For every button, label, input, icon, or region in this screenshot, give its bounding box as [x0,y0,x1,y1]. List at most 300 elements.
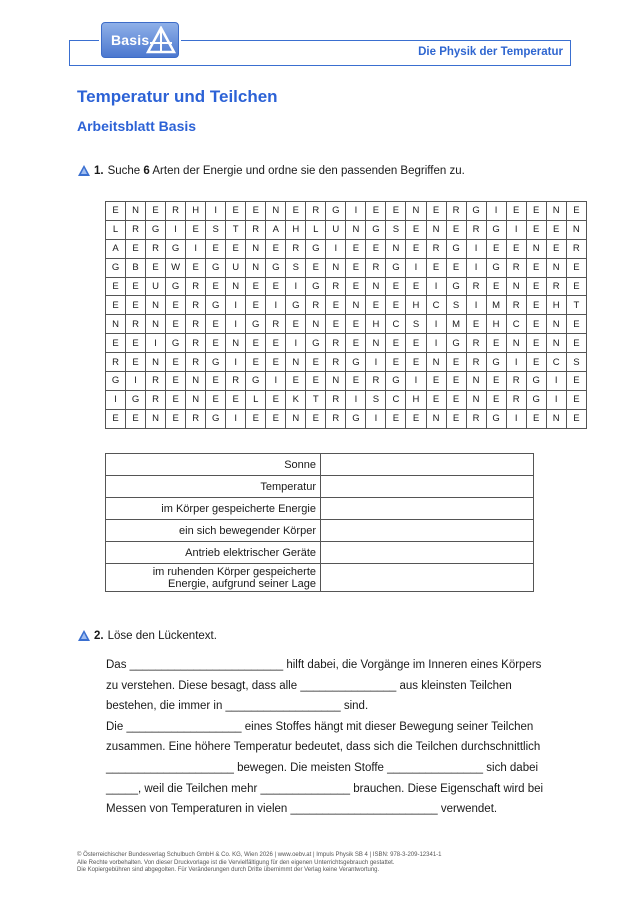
grid-letter-cell: G [486,258,506,277]
grid-letter-cell: G [526,372,546,391]
grid-letter-cell: E [526,353,546,372]
grid-letter-cell: N [426,220,446,239]
grid-letter-cell: S [286,258,306,277]
grid-letter-cell: C [386,315,406,334]
grid-letter-cell: I [206,202,226,221]
grid-letter-cell: E [526,296,546,315]
grid-letter-cell: E [266,409,286,428]
grid-letter-cell: I [426,277,446,296]
grid-letter-cell: H [186,202,206,221]
grid-letter-cell: N [226,334,246,353]
grid-letter-cell: I [226,353,246,372]
grid-letter-cell: E [326,315,346,334]
grid-letter-cell: N [326,258,346,277]
grid-letter-cell: N [426,353,446,372]
grid-letter-cell: N [526,239,546,258]
grid-letter-cell: I [346,202,366,221]
matching-table [105,453,534,592]
copyright-footer [77,852,442,875]
grid-letter-cell: E [446,372,466,391]
grid-letter-cell: R [466,220,486,239]
grid-letter-cell: R [126,220,146,239]
grid-letter-cell: E [366,239,386,258]
grid-letter-cell: E [306,372,326,391]
grid-letter-cell: I [546,390,566,409]
task-2-heading [77,629,217,642]
grid-letter-cell: E [246,202,266,221]
grid-letter-cell: E [126,296,146,315]
grid-letter-cell: E [386,296,406,315]
grid-row [106,390,587,409]
grid-letter-cell: E [566,277,586,296]
grid-letter-cell: E [106,296,126,315]
grid-letter-cell: E [406,220,426,239]
cloze-line[interactable]: Das ________________________ hilft dabei, die Vorgänge im Inneren eines Körpers [106,659,542,671]
grid-letter-cell: N [146,315,166,334]
grid-letter-cell: H [406,296,426,315]
grid-letter-cell: I [266,296,286,315]
grid-letter-cell: K [286,390,306,409]
grid-letter-cell: E [346,315,366,334]
grid-letter-cell: I [166,220,186,239]
grid-row [106,220,587,239]
grid-letter-cell: C [386,390,406,409]
grid-letter-cell: G [206,296,226,315]
grid-letter-cell: E [526,315,546,334]
grid-letter-cell: E [566,334,586,353]
grid-letter-cell: E [446,390,466,409]
grid-letter-cell: R [186,315,206,334]
grid-letter-cell: G [486,353,506,372]
cloze-line[interactable]: zusammen. Eine höhere Temperatur bedeutet, dass sich die Teilchen durchschnittlich [106,741,541,754]
logo-triangle-icon [146,26,176,54]
grid-letter-cell: E [146,202,166,221]
grid-letter-cell: E [286,202,306,221]
running-title: Die Physik der Temperatur [418,46,563,58]
grid-letter-cell: E [406,353,426,372]
grid-letter-cell: N [346,220,366,239]
grid-letter-cell: E [566,390,586,409]
grid-letter-cell: G [446,277,466,296]
grid-letter-cell: R [566,239,586,258]
grid-row [106,334,587,353]
grid-letter-cell: C [426,296,446,315]
page-subtitle: Arbeitsblatt Basis [77,118,197,134]
matching-row [106,542,534,564]
grid-letter-cell: E [446,409,466,428]
grid-letter-cell: E [306,258,326,277]
grid-letter-cell: I [226,315,246,334]
grid-letter-cell: E [346,334,366,353]
grid-letter-cell: R [186,296,206,315]
task-1-number: 1. [94,164,104,177]
grid-letter-cell: E [526,220,546,239]
grid-letter-cell: R [506,372,526,391]
cloze-line[interactable]: zu verstehen. Diese besagt, dass alle _______________ aus kleinsten Teilchen [106,679,512,692]
grid-letter-cell: N [466,390,486,409]
grid-letter-cell: E [106,277,126,296]
grid-letter-cell: E [346,258,366,277]
grid-letter-cell: G [446,334,466,353]
grid-letter-cell: E [386,409,406,428]
matching-row [106,564,534,592]
task-triangle-icon [77,629,91,642]
grid-letter-cell: N [366,277,386,296]
grid-letter-cell: R [146,372,166,391]
matching-term: im Körper gespeicherte Energie [106,498,321,520]
matching-term: Temperatur [106,476,321,498]
grid-letter-cell: S [206,220,226,239]
grid-letter-cell: E [566,409,586,428]
grid-letter-cell: B [126,258,146,277]
grid-letter-cell: E [246,409,266,428]
grid-letter-cell: L [306,220,326,239]
grid-letter-cell: R [186,277,206,296]
grid-letter-cell: E [406,334,426,353]
grid-letter-cell: I [466,258,486,277]
cloze-line[interactable]: Messen von Temperaturen in vielen _______________________ verwendet. [106,803,498,816]
grid-letter-cell: R [466,334,486,353]
word-search-grid [105,201,587,429]
grid-letter-cell: I [546,372,566,391]
grid-letter-cell: H [406,390,426,409]
grid-letter-cell: E [266,353,286,372]
grid-letter-cell: R [266,315,286,334]
cloze-line[interactable]: bestehen, die immer in __________________ sind. [106,700,369,713]
grid-letter-cell: N [546,202,566,221]
grid-letter-cell: E [526,258,546,277]
grid-letter-cell: R [326,277,346,296]
grid-letter-cell: R [226,372,246,391]
grid-letter-cell: E [546,239,566,258]
grid-letter-cell: R [326,409,346,428]
grid-letter-cell: S [366,390,386,409]
grid-letter-cell: U [326,220,346,239]
matching-answer-field[interactable] [321,498,534,520]
grid-letter-cell: R [186,409,206,428]
grid-letter-cell: N [246,239,266,258]
grid-letter-cell: E [466,315,486,334]
grid-letter-cell: G [106,372,126,391]
grid-letter-cell: G [286,296,306,315]
grid-letter-cell: E [266,239,286,258]
grid-letter-cell: I [126,372,146,391]
grid-letter-cell: E [266,334,286,353]
grid-letter-cell: R [126,315,146,334]
grid-letter-cell: R [506,258,526,277]
matching-answer-field[interactable] [321,520,534,542]
grid-letter-cell: E [226,390,246,409]
cloze-line[interactable]: Die __________________ eines Stoffes hängt mit dieser Bewegung seiner Teilchen [106,720,534,733]
grid-letter-cell: R [446,202,466,221]
grid-letter-cell: N [246,258,266,277]
grid-letter-cell: N [346,296,366,315]
grid-letter-cell: I [506,353,526,372]
grid-letter-cell: E [106,409,126,428]
logo-text: Basis [111,32,150,48]
task-1-text-before: Suche [107,164,144,177]
grid-letter-cell: E [546,220,566,239]
grid-letter-cell: E [526,334,546,353]
grid-letter-cell: G [126,390,146,409]
grid-letter-cell: I [106,390,126,409]
grid-letter-cell: N [266,202,286,221]
grid-letter-cell: E [486,334,506,353]
grid-letter-cell: E [486,277,506,296]
grid-letter-cell: C [506,315,526,334]
grid-letter-cell: L [106,220,126,239]
grid-letter-cell: R [186,334,206,353]
grid-letter-cell: N [426,409,446,428]
grid-letter-cell: I [406,372,426,391]
grid-letter-cell: E [166,315,186,334]
grid-letter-cell: R [326,390,346,409]
grid-letter-cell: I [266,372,286,391]
grid-letter-cell: E [186,220,206,239]
task-2-text: Löse den Lückentext. [107,629,217,642]
grid-letter-cell: R [426,239,446,258]
grid-letter-cell: N [106,315,126,334]
grid-letter-cell: E [206,334,226,353]
grid-letter-cell: E [326,296,346,315]
grid-letter-cell: G [246,315,266,334]
grid-letter-cell: R [366,258,386,277]
grid-letter-cell: E [366,296,386,315]
grid-letter-cell: G [466,202,486,221]
matching-row [106,454,534,476]
grid-letter-cell: E [526,202,546,221]
grid-letter-cell: E [526,277,546,296]
grid-letter-cell: N [366,334,386,353]
grid-letter-cell: E [126,334,146,353]
grid-letter-cell: R [366,372,386,391]
matching-answer-field[interactable] [321,454,534,476]
grid-letter-cell: I [346,390,366,409]
grid-letter-cell: E [126,239,146,258]
grid-letter-cell: E [526,409,546,428]
grid-letter-cell: G [526,390,546,409]
grid-letter-cell: A [266,220,286,239]
grid-letter-cell: G [386,258,406,277]
grid-letter-cell: I [146,334,166,353]
task-1-heading [77,164,465,177]
grid-letter-cell: E [126,353,146,372]
grid-letter-cell: E [566,258,586,277]
grid-letter-cell: R [466,353,486,372]
grid-letter-cell: G [486,409,506,428]
grid-letter-cell: E [266,390,286,409]
grid-letter-cell: E [346,239,366,258]
grid-letter-cell: G [366,220,386,239]
grid-letter-cell: E [486,390,506,409]
grid-letter-cell: E [166,390,186,409]
grid-letter-cell: E [166,353,186,372]
task-1-count: 6 [143,164,150,177]
matching-row [106,498,534,520]
grid-letter-cell: E [346,277,366,296]
grid-letter-cell: E [206,239,226,258]
grid-letter-cell: E [206,372,226,391]
matching-term: ein sich bewegender Körper [106,520,321,542]
matching-row [106,520,534,542]
grid-letter-cell: E [186,258,206,277]
grid-letter-cell: I [426,334,446,353]
grid-letter-cell: E [286,315,306,334]
grid-letter-cell: E [306,353,326,372]
matching-answer-field[interactable] [321,564,534,592]
grid-letter-cell: N [146,296,166,315]
grid-row [106,202,587,221]
grid-letter-cell: R [306,202,326,221]
grid-letter-cell: S [446,296,466,315]
cloze-text [106,655,576,820]
grid-letter-cell: E [106,202,126,221]
grid-letter-cell: N [286,409,306,428]
grid-letter-cell: N [546,409,566,428]
grid-letter-cell: E [166,296,186,315]
grid-letter-cell: I [506,220,526,239]
grid-letter-cell: G [306,334,326,353]
grid-letter-cell: E [426,258,446,277]
grid-letter-cell: G [346,409,366,428]
grid-letter-cell: E [126,409,146,428]
grid-letter-cell: G [446,239,466,258]
grid-letter-cell: E [206,390,226,409]
grid-letter-cell: I [466,296,486,315]
grid-letter-cell: E [386,353,406,372]
grid-letter-cell: G [266,258,286,277]
grid-letter-cell: N [146,409,166,428]
grid-letter-cell: R [506,390,526,409]
grid-letter-cell: E [406,409,426,428]
grid-letter-cell: S [406,315,426,334]
matching-term: Sonne [106,454,321,476]
grid-letter-cell: R [246,220,266,239]
task-1-text-after: Arten der Energie und ordne sie den passenden Begriffen zu. [149,164,465,177]
grid-letter-cell: I [226,296,246,315]
task-2-number: 2. [94,629,104,642]
grid-letter-cell: E [566,202,586,221]
grid-letter-cell: N [186,372,206,391]
grid-letter-cell: G [306,277,326,296]
footer-line: Die Kopiergebühren sind abgegolten. Für Veränderungen durch Dritte übernimmt der Verlag keine Verantwortung. [77,867,380,873]
grid-letter-cell: N [126,202,146,221]
grid-letter-cell: R [146,239,166,258]
grid-letter-cell: N [326,372,346,391]
grid-letter-cell: E [126,277,146,296]
grid-letter-cell: I [326,239,346,258]
grid-letter-cell: T [306,390,326,409]
grid-letter-cell: R [326,353,346,372]
grid-letter-cell: E [566,315,586,334]
grid-letter-cell: N [146,353,166,372]
grid-letter-cell: E [106,334,126,353]
task-triangle-icon [77,164,91,177]
grid-letter-cell: E [426,202,446,221]
grid-letter-cell: E [246,334,266,353]
grid-letter-cell: E [226,202,246,221]
page-title: Temperatur und Teilchen [77,87,278,106]
grid-letter-cell: R [186,353,206,372]
grid-letter-cell: E [386,202,406,221]
grid-row [106,315,587,334]
grid-letter-cell: L [246,390,266,409]
grid-letter-cell: G [306,239,326,258]
grid-letter-cell: E [146,258,166,277]
grid-letter-cell: R [286,239,306,258]
grid-letter-cell: R [546,277,566,296]
grid-letter-cell: R [106,353,126,372]
grid-letter-cell: E [266,277,286,296]
grid-letter-cell: E [566,372,586,391]
grid-letter-cell: E [446,220,466,239]
matching-answer-field[interactable] [321,476,534,498]
grid-letter-cell: G [326,202,346,221]
grid-letter-cell: I [366,353,386,372]
grid-row [106,258,587,277]
grid-letter-cell: N [546,334,566,353]
grid-letter-cell: E [386,334,406,353]
cloze-line[interactable]: _____, weil die Teilchen mehr ______________ brauchen. Diese Eigenschaft wird bei [106,782,544,795]
grid-letter-cell: N [566,220,586,239]
grid-letter-cell: N [546,258,566,277]
grid-letter-cell: N [546,315,566,334]
grid-letter-cell: I [286,334,306,353]
grid-letter-cell: E [246,296,266,315]
matching-term: im ruhenden Körper gespeicherte Energie, aufgrund seiner Lage [106,564,321,592]
grid-letter-cell: E [226,239,246,258]
grid-letter-cell: I [486,202,506,221]
matching-answer-field[interactable] [321,542,534,564]
grid-letter-cell: W [166,258,186,277]
grid-letter-cell: S [566,353,586,372]
grid-letter-cell: E [366,202,386,221]
grid-letter-cell: R [166,202,186,221]
grid-letter-cell: E [346,372,366,391]
grid-letter-cell: G [386,372,406,391]
cloze-line[interactable]: ____________________ bewegen. Die meisten Stoffe _______________ sich dabei [106,761,539,774]
grid-letter-cell: G [166,334,186,353]
grid-letter-cell: E [246,277,266,296]
grid-letter-cell: R [466,409,486,428]
grid-letter-cell: T [566,296,586,315]
grid-letter-cell: G [486,220,506,239]
grid-letter-cell: I [406,258,426,277]
grid-letter-cell: N [286,353,306,372]
grid-letter-cell: G [166,239,186,258]
grid-letter-cell: E [206,277,226,296]
grid-letter-cell: R [326,334,346,353]
grid-letter-cell: R [146,390,166,409]
grid-letter-cell: E [166,409,186,428]
basis-logo-icon [101,22,179,58]
grid-letter-cell: E [486,239,506,258]
grid-letter-cell: E [506,202,526,221]
matching-term: Antrieb elektrischer Geräte [106,542,321,564]
grid-letter-cell: G [206,258,226,277]
grid-letter-cell: G [206,353,226,372]
grid-letter-cell: H [546,296,566,315]
grid-letter-cell: E [506,239,526,258]
grid-letter-cell: G [346,353,366,372]
grid-letter-cell: G [206,409,226,428]
grid-letter-cell: I [366,409,386,428]
grid-letter-cell: U [226,258,246,277]
grid-letter-cell: G [246,372,266,391]
grid-letter-cell: E [166,372,186,391]
grid-letter-cell: E [206,315,226,334]
grid-letter-cell: N [506,277,526,296]
